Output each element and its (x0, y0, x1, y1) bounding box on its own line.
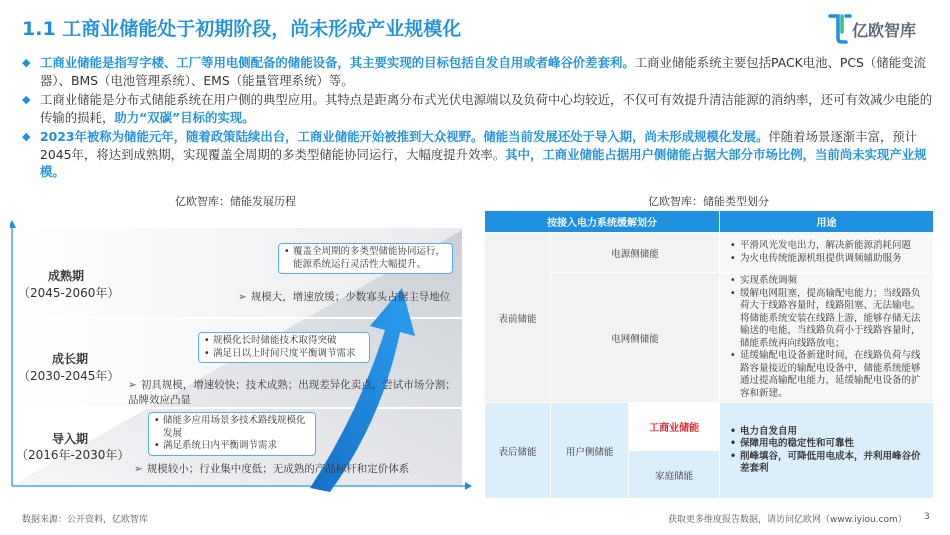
household-storage-cell: 家庭储能 (629, 451, 720, 499)
trait-text: 初具规模，增速较快；技术成熟；出现差异化卖点，尝试市场分割；品牌效应凸显 (128, 379, 456, 406)
logo-text: 亿欧智库 (852, 21, 917, 40)
footer-link[interactable]: 获取更多维度报告数据，请访问亿欧网（www.iyiou.com） (668, 515, 907, 525)
stage-mature-trait (238, 290, 450, 305)
bullet-1-text: 工商业储能系统主要包括PACK电池、PCS（储能变流器）、BMS（电池管理系统）、EMS（能量管理系统）等。 (40, 55, 926, 88)
page-number: 3 (924, 512, 930, 522)
callout-item: • 覆盖全周期的多类型储能协同运行，能源系统运行灵活性大幅提升。 (293, 246, 446, 271)
stage-intro-years: （2016年-2030年） (16, 448, 130, 462)
use-item: • 为火电传统能源机组提供调频辅助服务 (730, 253, 923, 266)
table-row (485, 233, 934, 273)
grid-side-uses (720, 273, 934, 403)
table-row (485, 403, 934, 451)
stage-growth-callout (198, 332, 370, 363)
table-row (485, 273, 934, 403)
use-item: • 保障用电的稳定性和可靠性 (730, 438, 923, 451)
source-side-uses (720, 233, 934, 273)
bullet-3-text: 伴随着场景逐渐丰富，预计2045年，将达到成熟期，实现覆盖全周期的多类型储能协同运行，大幅度提升效率。 (40, 129, 918, 162)
user-side-cell: 用户侧储能 (550, 403, 628, 499)
development-chart (10, 210, 475, 495)
stage-growth-trait (128, 378, 463, 408)
stage-mature-years: （2045-2060年） (18, 286, 120, 300)
trait-text: 规模较小；行业集中度低；无成熟的产品标杆和定价体系 (146, 463, 410, 475)
commercial-storage-cell: 工商业储能 (629, 403, 720, 451)
chevron-right-icon: ➢ (134, 463, 143, 475)
stage-growth-name: 成长期 (52, 352, 89, 366)
use-item: • 电力自发自用 (730, 426, 923, 439)
callout-item: • 满足日以上时间尺度平衡调节需求 (213, 348, 363, 361)
table-title: 亿欧智库：储能类型划分 (648, 195, 769, 208)
callout-item: • 储能多应用场景多技术路线规模化发展 (163, 415, 309, 440)
page-title: 1.1 工商业储能处于初期阶段，尚未形成产业规模化 (22, 18, 462, 40)
stage-mature-callout (278, 243, 453, 274)
front-of-meter-cell: 表前储能 (485, 233, 551, 403)
bullet-1 (22, 54, 934, 89)
diamond-icon: ◆ (22, 93, 31, 106)
stage-intro-callout (148, 412, 316, 456)
table-header-use: 用途 (720, 211, 934, 233)
diamond-icon: ◆ (22, 130, 31, 143)
diamond-icon: ◆ (22, 56, 31, 69)
trait-text: 规模大，增速放缓；少数寡头占据主导地位 (250, 291, 451, 303)
use-item: • 缓解电网阻塞，提高输配电能力；当线路负荷大于线路容量时，线路阻塞、无法输电。将储能系统安装在线路上游，能够存储无法输送的电能，当线路负荷小于线路容量时，储能系统再向线路放电； (730, 288, 923, 351)
bullet-2-text: 工商业储能是分布式储能系统在用户侧的典型应用。其特点是距离分布式光伏电源端以及负荷中心均较近，不仅可有效提升清洁能源的消纳率，还可有效减少电能的传输的损耗， (40, 92, 933, 125)
use-item: • 平滑风光发电出力，解决新能源消耗问题 (730, 240, 923, 253)
callout-item: • 规模化长时储能技术取得突破 (213, 335, 363, 348)
bullet-3 (22, 128, 934, 181)
chart-title: 亿欧智库：储能发展历程 (175, 195, 296, 208)
bullet-3-highlight: 2023年被称为储能元年，随着政策陆续出台，工商业储能开始被推到大众视野。储能当前发展还处于导入期，尚未形成规模化发展。 (40, 129, 769, 144)
stage-intro-trait (134, 462, 409, 477)
bullet-list (22, 54, 934, 183)
stage-mature-name: 成熟期 (48, 269, 85, 283)
chevron-right-icon: ➢ (238, 291, 247, 303)
grid-side-cell: 电网侧储能 (550, 273, 719, 403)
table-header-row (485, 211, 934, 233)
footer-source: 数据来源：公开资料，亿欧智库 (22, 515, 149, 525)
callout-item: • 满足系统日内平衡调节需求 (163, 440, 309, 453)
user-side-uses (720, 403, 934, 499)
chevron-right-icon: ➢ (128, 379, 137, 391)
use-item: • 实现系统调频 (730, 275, 923, 288)
behind-meter-cell: 表后储能 (485, 403, 551, 499)
bullet-3-highlight-2: 其中，工商业储能占据用户侧储能占据大部分市场比例，当前尚未实现产业规模。 (40, 146, 927, 179)
use-item: • 削峰填谷，可降低用电成本，并利用峰谷价差套利 (730, 451, 923, 476)
bullet-1-highlight: 工商业储能是指写字楼、工厂等用电侧配备的储能设备，其主要实现的目标包括自发自用或者峰谷价差套利。 (40, 55, 635, 70)
bullet-2 (22, 91, 934, 126)
stage-growth-years: （2030-2045年） (18, 369, 120, 383)
source-side-cell: 电源侧储能 (550, 233, 719, 273)
bullet-2-highlight: 助力“双碳”目标的实现。 (114, 109, 255, 125)
use-item: • 延缓输配电设备新建时间，在线路负荷与线路容量接近的输配电设备中，储能系统能够通过提高输配电能力，延缓输配电设备的扩容和新建。 (730, 350, 923, 400)
storage-types-table (484, 210, 934, 499)
stage-intro-name: 导入期 (52, 432, 89, 446)
table-header-category: 按接入电力系统缓解划分 (485, 211, 720, 233)
